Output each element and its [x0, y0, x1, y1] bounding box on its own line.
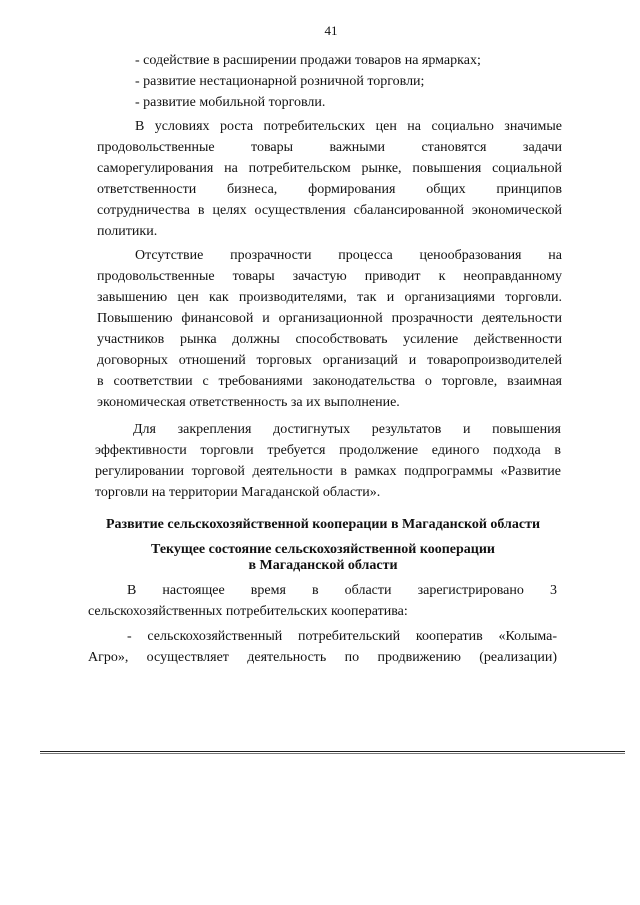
subsection-heading	[88, 542, 558, 574]
paragraph-line: Агро», осуществляет деятельность по продвижению (реализации)	[88, 650, 557, 665]
bullet-list	[97, 50, 562, 113]
paragraph-line: В настоящее время в области зарегистрировано 3	[127, 583, 557, 598]
paragraph-line: саморегулирования на потребительском рынке, повышения социальной	[97, 161, 562, 176]
paragraph-line: продовольственные товары зачастую приводит к неоправданному	[97, 269, 562, 284]
paragraph-line: регулировании торговой деятельности в рамках подпрограммы «Развитие	[95, 464, 561, 479]
section-heading: Развитие сельскохозяйственной кооперации в Магаданской области	[105, 517, 541, 532]
paragraph	[88, 626, 557, 668]
subsection-heading-line: в Магаданской области	[248, 558, 398, 573]
paragraph	[88, 580, 557, 622]
paragraph-line: сотрудничества в целях осуществления сбалансированной экономической	[97, 203, 562, 218]
paragraph-line: В условиях роста потребительских цен на социально значимые	[135, 119, 562, 134]
paragraph-line: политики.	[97, 224, 158, 239]
paragraph	[95, 419, 561, 503]
list-item: - развитие мобильной торговли.	[135, 95, 326, 110]
paragraph-line: Отсутствие прозрачности процесса ценообразования на	[135, 248, 562, 263]
paragraph-line: сельскохозяйственных потребительских кооператива:	[88, 604, 408, 619]
subsection-heading-line: Текущее состояние сельскохозяйственной кооперации	[151, 542, 495, 557]
paragraph-line: в соответствии с требованиями законодательства о торговле, взаимная	[97, 374, 562, 389]
paragraph-line: торговли на территории Магаданской области».	[95, 485, 381, 500]
paragraph-line: Для закрепления достигнутых результатов и повышения	[133, 422, 561, 437]
paragraph	[97, 245, 562, 413]
paragraph-line: Повышению финансовой и организационной прозрачности деятельности	[97, 311, 562, 326]
page-number: 41	[324, 23, 338, 38]
paragraph-line: договорных отношений торговых организаций и товаропроизводителей	[97, 353, 562, 368]
paragraph-line: эффективности торговли требуется продолжение единого подхода в	[95, 443, 561, 458]
list-item: - развитие нестационарной розничной торговли;	[135, 74, 425, 89]
paragraph-line: - сельскохозяйственный потребительский кооператив «Колыма-	[127, 629, 557, 644]
paragraph-line: экономическая ответственность за их выполнение.	[97, 395, 400, 410]
list-item: - содействие в расширении продажи товаров на ярмарках;	[135, 53, 481, 68]
paragraph-line: продовольственные товары важными становятся задачи	[97, 140, 562, 155]
paragraph-line: завышению цен как производителями, так и организациями торговли.	[97, 290, 562, 305]
paragraph-line: ответственности бизнеса, формирования общих принципов	[97, 182, 562, 197]
horizontal-rule	[40, 751, 625, 754]
paragraph-line: участников рынка должны способствовать усиление действенности	[97, 332, 562, 347]
paragraph	[97, 116, 562, 242]
